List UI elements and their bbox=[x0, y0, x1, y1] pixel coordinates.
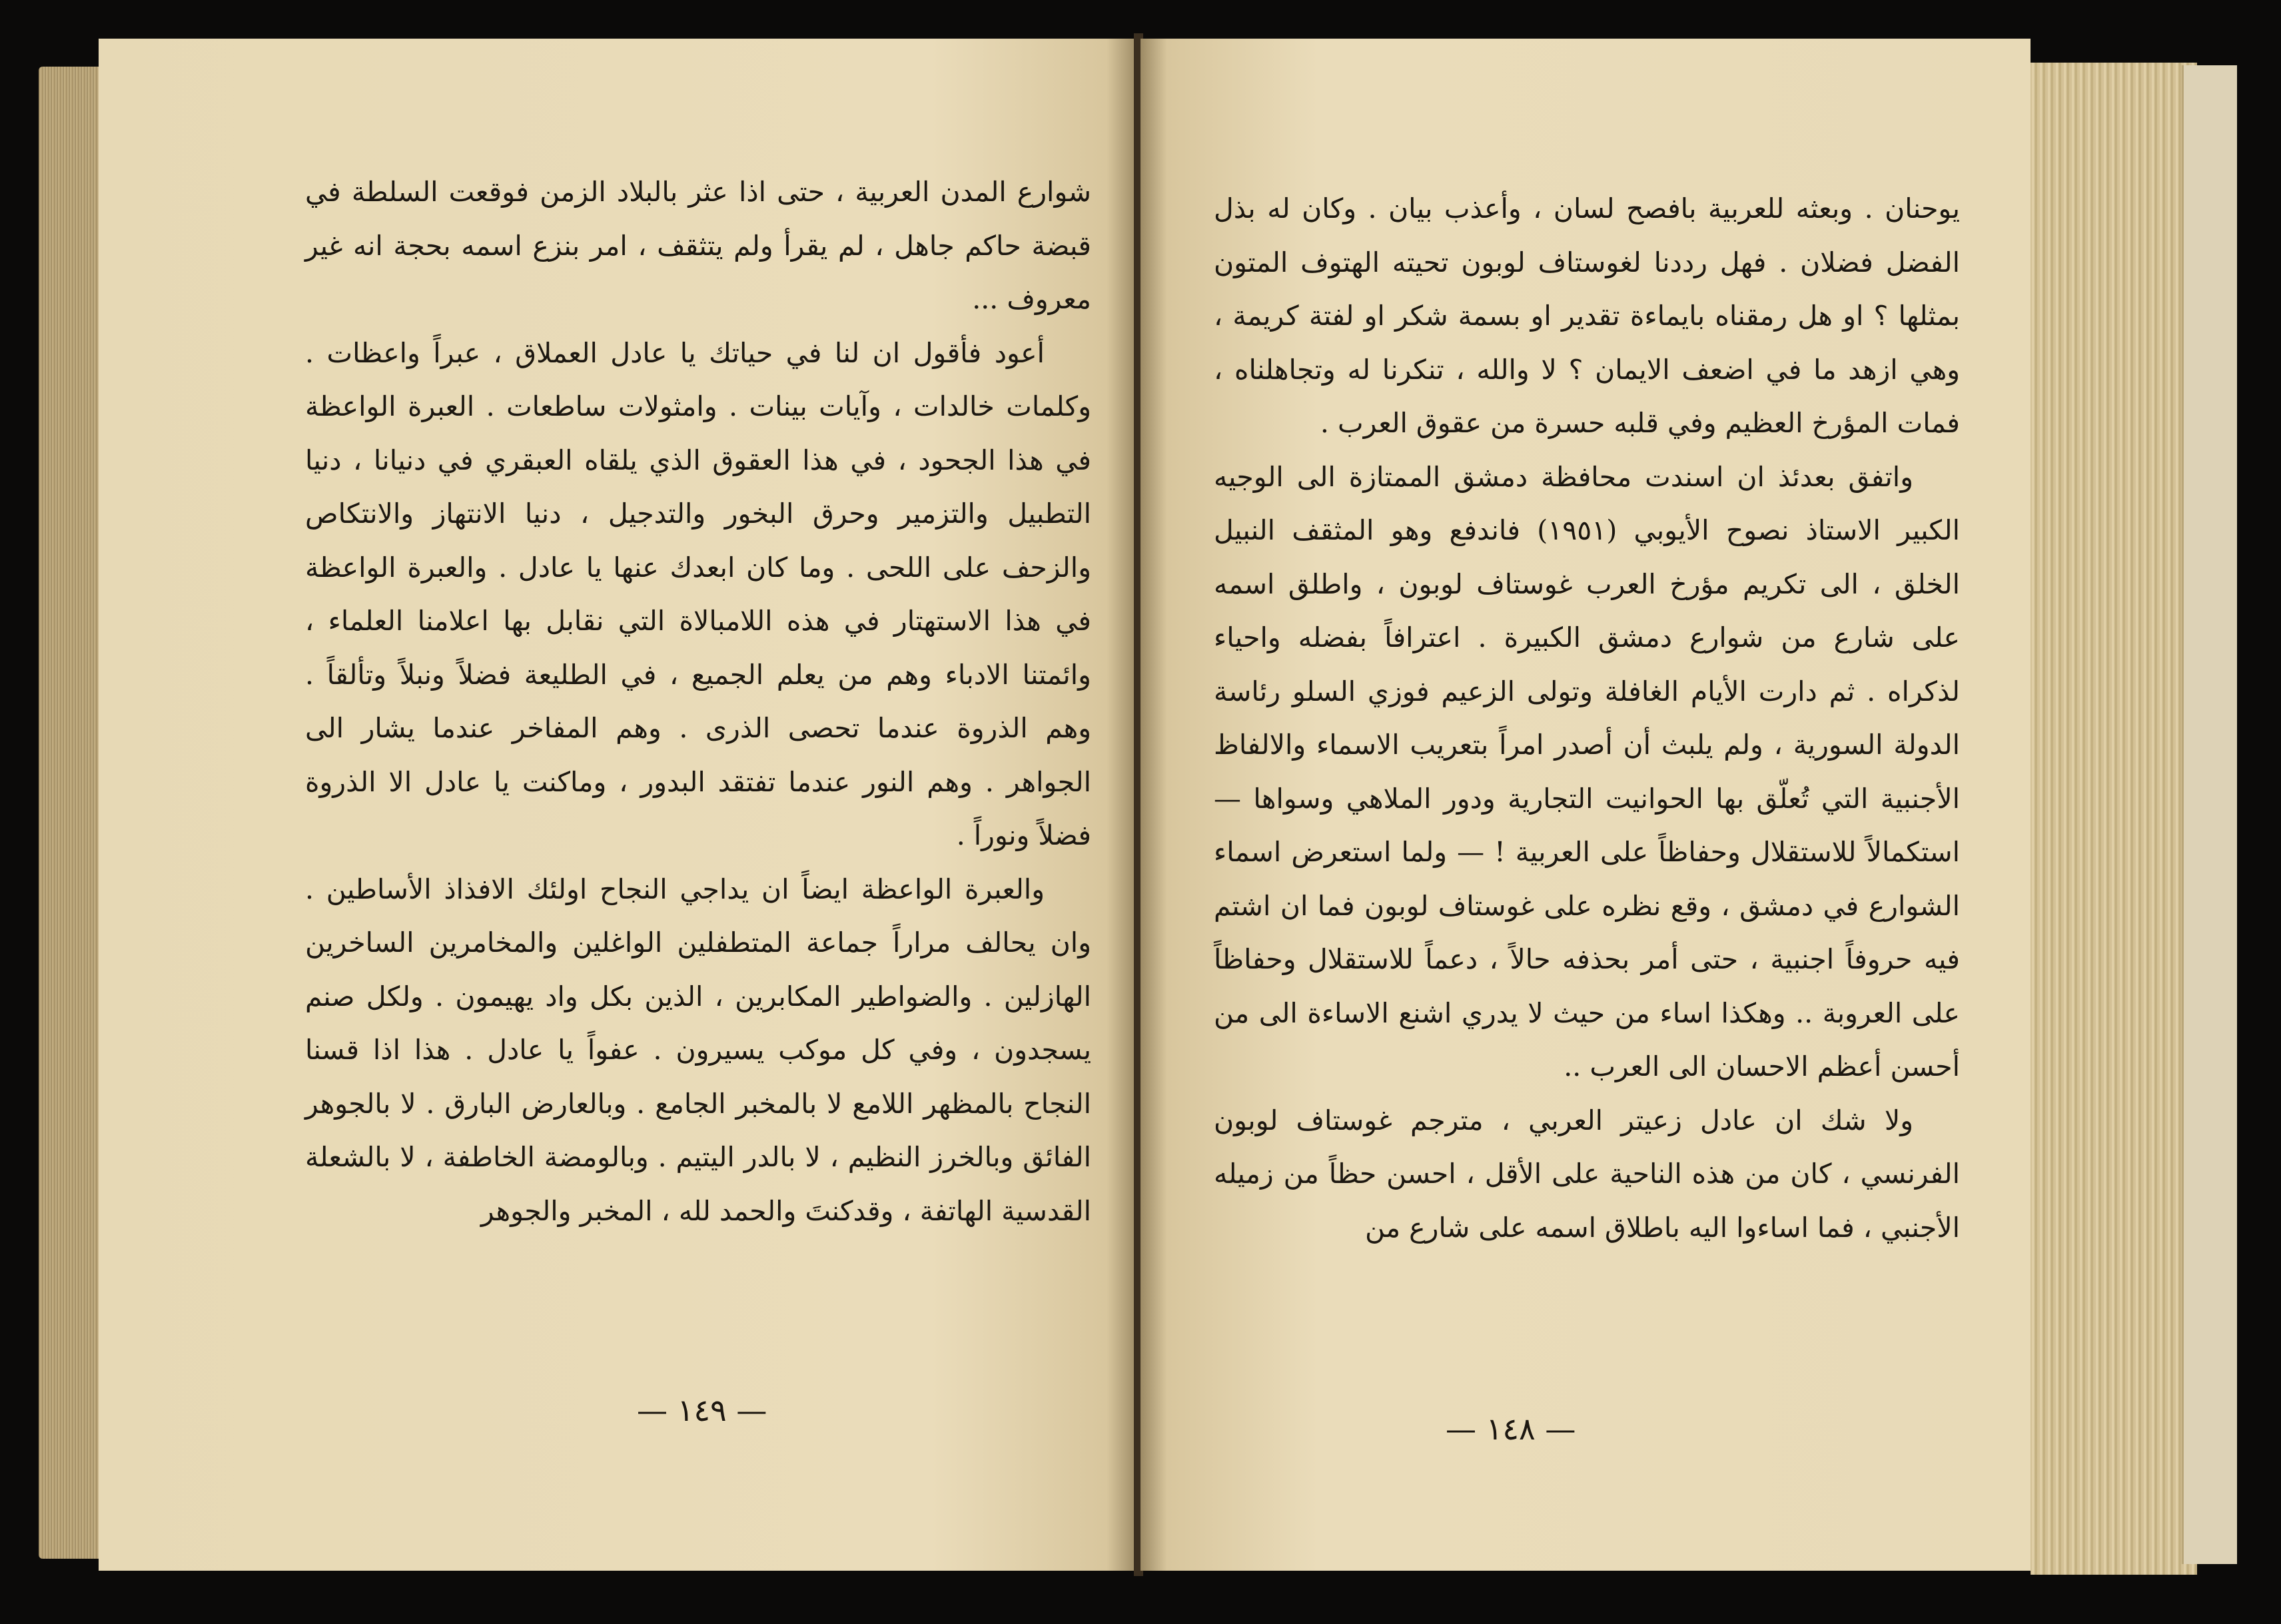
right-page-number: — ١٤٨ — bbox=[1446, 1411, 1576, 1447]
right-page bbox=[1140, 39, 2031, 1571]
left-page-edges bbox=[39, 67, 99, 1559]
left-paragraph-2: أعود فأقول ان لنا في حياتك يا عادل العملاق ، عبراً واعظات . وكلمات خالدات ، وآيات بينات . وامثولات ساطعات . العبرة الواعظة في هذا الجحود ، في هذا العقوق الذي يلقاه العبقري في دنيانا ، دنيا التطبيل والتزمير وحرق البخور والتدجيل ، دنيا الانتهاز والانتكاص والزحف على اللحى . وما كان ابعدك عنها يا عادل . والعبرة الواعظة في هذا الاستهتار في هذه اللامبالاة التي نقابل بها اعلامنا العلماء ، وائمتنا الادباء وهم من يعلم الجميع ، في الطليعة فضلاً ونبلاً وتألقاً . وهم الذروة عندما تحصى الذرى . وهم المفاخر عندما يشار الى الجواهر . وهم النور عندما تفتقد البدور ، وماكنت يا عادل الا الذروة فضلاً ونوراً . bbox=[305, 336, 1091, 851]
left-page-text bbox=[305, 165, 1091, 1238]
left-page-number: — ١٤٩ — bbox=[637, 1392, 767, 1428]
right-paragraph-3: ولا شك ان عادل زعيتر العربي ، مترجم غوستاف لوبون الفرنسي ، كان من هذه الناحية على الأقل ، احسن حظاً من زميله الأجنبي ، فما اساءوا اليه باطلاق اسمه على شارع من bbox=[1214, 1104, 1960, 1244]
open-book bbox=[39, 39, 2237, 1591]
back-cover-edge bbox=[2182, 65, 2237, 1564]
right-paragraph-1: يوحنان . وبعثه للعربية بافصح لسان ، وأعذب بيان . وكان له بذل الفضل فضلان . فهل رددنا لغوستاف لوبون تحيته الهتوف المتون بمثلها ؟ او هل رمقناه بايماءة تقدير او بسمة شكر او لفتة كريمة ، وهي ازهد ما في اضعف الايمان ؟ لا والله ، تنكرنا له وتجاهلناه ، فمات المؤرخ العظيم وفي قلبه حسرة من عقوق العرب . bbox=[1214, 193, 1960, 439]
right-page-text bbox=[1214, 182, 1960, 1254]
right-paragraph-2: واتفق بعدئذ ان اسندت محافظة دمشق الممتازة الى الوجيه الكبير الاستاذ نصوح الأيوبي (١٩٥١) فاندفع وهو المثقف النبيل الخلق ، الى تكريم مؤرخ العرب غوستاف لوبون ، واطلق اسمه على شارع من شوارع دمشق الكبيرة . اعترافاً بفضله واحياء لذكراه . ثم دارت الأيام الغافلة وتولى الزعيم فوزي السلو رئاسة الدولة السورية ، ولم يلبث أن أصدر امراً بتعريب الاسماء والالفاظ الأجنبية التي تُعلّق بها الحوانيت التجارية ودور الملاهي وسواها — استكمالاً للاستقلال وحفاظاً على العربية ! — ولما استعرض اسماء الشوارع في دمشق ، وقع نظره على غوستاف لوبون فما ان اشتم فيه حروفاً اجنبية ، حتى أمر بحذفه حالاً ، دعماً للاستقلال وحفاظاً على العروبة .. وهكذا اساء من حيث لا يدري اشنع الاساءة الى من أحسن أعظم الاحسان الى العرب .. bbox=[1214, 460, 1960, 1082]
left-paragraph-1: شوارع المدن العربية ، حتى اذا عثر بالبلاد الزمن فوقعت السلطة في قبضة حاكم جاهل ، لم يقرأ ولم يتثقف ، امر بنزع اسمه بحجة انه غير معروف ... bbox=[305, 176, 1091, 315]
right-page-edges bbox=[2031, 63, 2197, 1575]
left-page bbox=[99, 39, 1138, 1571]
left-paragraph-3: والعبرة الواعظة ايضاً ان يداجي النجاح اولئك الافذاذ الأساطين . وان يحالف مراراً جماعة المتطفلين الواغلين والمخامرين الساخرين الهازلين . والضواطير المكابرين ، الذين بكل واد يهيمون . ولكل صنم يسجدون ، وفي كل موكب يسيرون . عفواً يا عادل . هذا اذا قسنا النجاح بالمظهر اللامع لا بالمخبر الجامع . وبالعارض البارق . لا بالجوهر الفائق وبالخرز النظيم ، لا بالدر اليتيم . وبالومضة الخاطفة ، لا بالشعلة القدسية الهاتفة ، وقدكنتَ والحمد لله ، المخبر والجوهر bbox=[305, 873, 1091, 1227]
